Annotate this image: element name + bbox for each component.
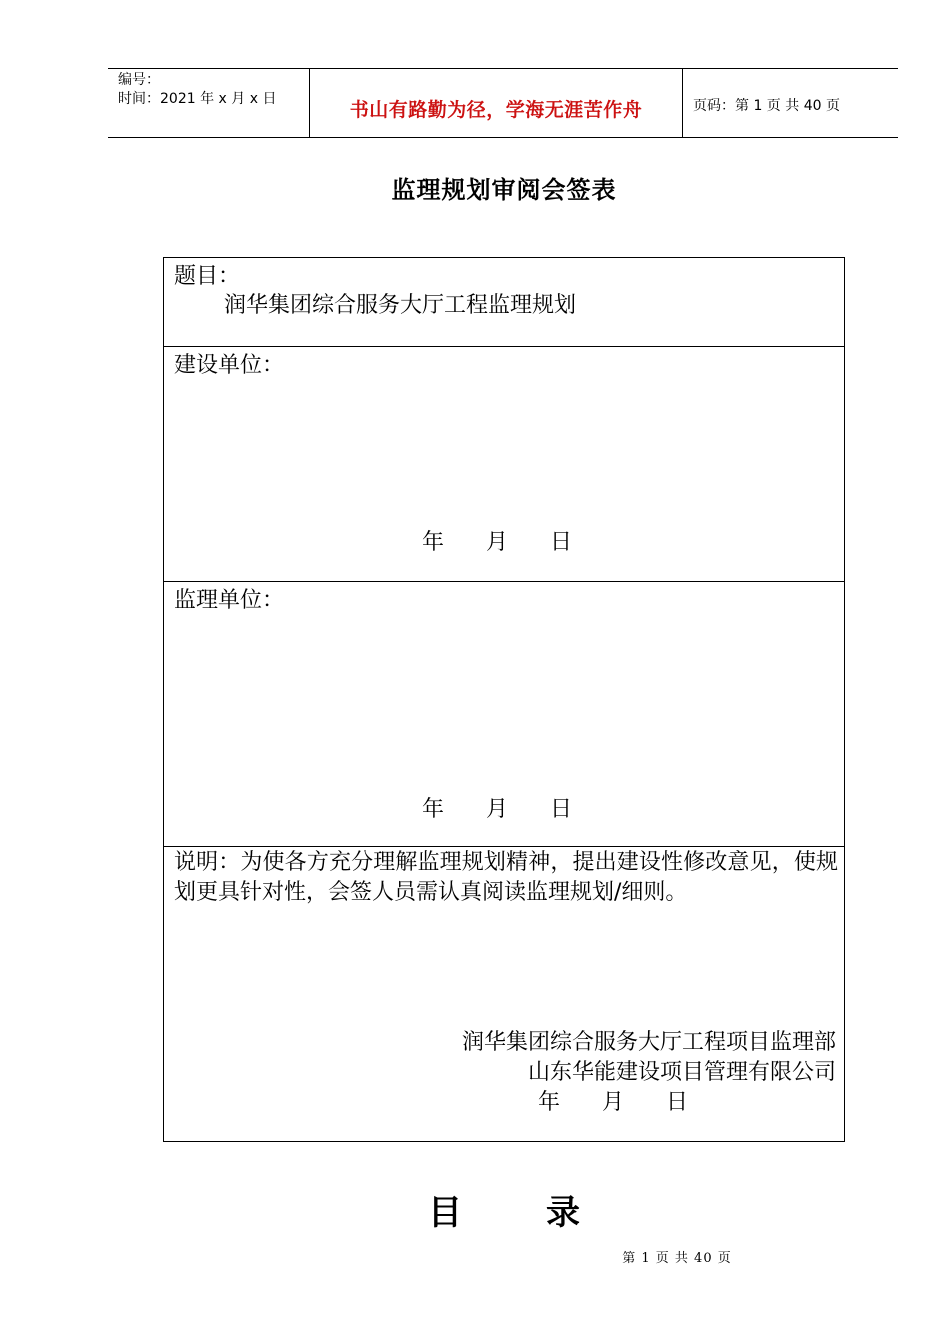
header-right-cell (683, 69, 898, 137)
review-signoff-form (163, 257, 845, 1142)
document-number-label: 编号： (118, 72, 160, 88)
toc-heading-char-2: 录 (546, 1193, 580, 1233)
signatory-date-year: 年 (538, 1090, 561, 1115)
header-motto-cell (310, 69, 683, 137)
owner-row (164, 347, 844, 582)
header-left-cell (108, 69, 310, 137)
header-page-info: 页码：第 1 页 共 40 页 (693, 98, 840, 114)
note-row (164, 847, 844, 1141)
owner-date-year: 年 (422, 530, 445, 555)
signatory-date-day: 日 (666, 1090, 689, 1115)
document-time-label: 时间：2021 年 x 月 x 日 (118, 91, 277, 107)
supervisor-date-day: 日 (550, 797, 573, 822)
subject-label: 题目： (174, 264, 241, 289)
supervisor-row (164, 582, 844, 847)
page-footer: 第 1 页 共 40 页 (622, 1251, 732, 1266)
page-header (108, 68, 898, 138)
subject-row (164, 258, 844, 347)
note-text: 说明：为使各方充分理解监理规划精神，提出建设性修改意见，使规划更具针对性，会签人员需认真阅读监理规划/细则。 (174, 850, 838, 905)
signatory-line-1: 润华集团综合服务大厅工程项目监理部 (461, 1030, 836, 1055)
signatory-date-month: 月 (602, 1090, 625, 1115)
header-motto: 书山有路勤为径，学海无涯苦作舟 (349, 99, 643, 121)
owner-date-month: 月 (486, 530, 509, 555)
owner-label: 建设单位： (174, 353, 285, 378)
subject-value: 润华集团综合服务大厅工程监理规划 (224, 293, 577, 318)
supervisor-date-year: 年 (422, 797, 445, 822)
supervisor-date-month: 月 (486, 797, 509, 822)
owner-date-day: 日 (550, 530, 573, 555)
toc-heading-char-1: 目 (428, 1193, 462, 1233)
supervisor-label: 监理单位： (174, 588, 285, 613)
document-title: 监理规划审阅会签表 (391, 176, 617, 204)
signatory-line-2: 山东华能建设项目管理有限公司 (527, 1060, 836, 1085)
